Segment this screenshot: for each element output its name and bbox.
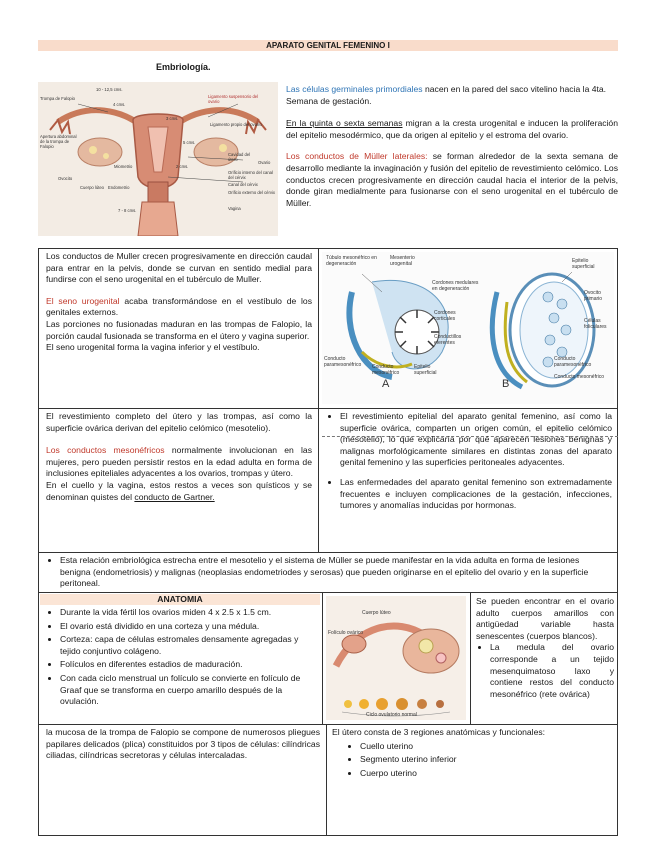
figure-label: 3 cms.	[166, 116, 179, 121]
paragraph: la mucosa de la trompa de Falopio se compone de numerosos pliegues papilares delicados (plica) constituidos por 3 tipos de células: cilíndricas ciliadas, cilíndricas secretoras y células intercaladas.	[46, 727, 320, 761]
figure-label: Conducto paramesonéfrico	[554, 356, 592, 368]
paragraph: El útero consta de 3 regiones anatómicas y funcionales:	[332, 727, 546, 737]
bullet-item: • El revestimiento epitelial del aparato genital femenino, así como la superficie ovárica, comparten un origen común, el epitelio celómico (mesotelio), lo que explicaría por qué aparecen lesiones benignas y malignas morfológicamente similares en distintas zonas del aparato genital femenino y las superficies peritoneales adyacentes.	[340, 411, 612, 469]
ovary-illustration	[322, 252, 614, 404]
figure-label: 5 cms.	[183, 140, 196, 145]
paragraph: En el cuello y la vagina, estos restos a veces son quísticos y se denominan quistes del conducto de Gartner.	[46, 479, 312, 502]
figure-label: Túbulo mesonéfrico en degeneración	[326, 255, 377, 267]
figure-label: Conducto mesonéfrico	[372, 364, 400, 376]
table-divider	[38, 552, 618, 553]
anatomia-item: • Durante la vida fértil los ovarios miden 4 x 2.5 x 1.5 cm.	[60, 607, 318, 619]
figure-label: Epitelio superficial	[414, 364, 437, 376]
bullet-item: • Las enfermedades del aparato genital femenino son extremadamente frecuentes e incluyen complicaciones de la gestación, infecciones, tumores y anomalías inducidas por hormonas.	[340, 477, 612, 512]
figure-label: Cuerpo lúteo	[362, 610, 391, 616]
intro-paragraph: En la quinta o sexta semanas migran a la cresta urogenital e inducen la proliferación del epitelio mesodérmico, que da origen al epitelio y el estroma del ovario.	[286, 118, 618, 140]
anatomia-item: • Folículos en diferentes estadios de maduración.	[60, 659, 318, 671]
figure-label: Ciclo ovulatorio normal	[366, 712, 417, 718]
figure-label: 10 - 12,5 cms.	[96, 87, 123, 92]
anatomia-item: • Corteza: capa de células estromales densamente agregadas y tejido conjuntivo colágeno.	[60, 634, 318, 657]
section-subtitle: Embriología.	[156, 62, 211, 72]
figure-label: Cordones corticales	[434, 310, 456, 322]
uterus-region-item: • Cuerpo uterino	[360, 768, 612, 780]
ovulatory-illustration	[326, 596, 466, 720]
ovary-development-figure	[322, 252, 614, 404]
figure-label: Conductillos eferentes	[434, 334, 462, 346]
figure-label: Cavidad del útero	[228, 152, 251, 162]
table-divider	[322, 592, 323, 724]
row2-right-cell	[326, 411, 612, 512]
paragraph: El seno urogenital acaba transformándose en el vestíbulo de los genitales externos.	[46, 295, 313, 318]
figure-panel-letter: A	[382, 378, 390, 390]
paragraph: Los conductos mesonéfricos normalmente involucionan en las mujeres, pero pueden persistir restos en la edad adulta en forma de inclusiones epiteliales adyacentes a los ovarios, trompas y útero.	[46, 445, 312, 479]
row1-left-cell	[46, 251, 312, 354]
figure-label: 7 - 8 cms.	[118, 208, 137, 213]
anatomia-list-cell	[46, 607, 318, 708]
figure-label: Orificio interno del canal del cérvix	[228, 170, 273, 180]
row5-left-cell	[46, 727, 320, 762]
figure-label: Células foliculares	[584, 318, 607, 330]
table-divider	[38, 408, 618, 409]
uterus-region-item: • Cuello uterino	[360, 741, 612, 753]
figure-label: Miometrio	[114, 164, 133, 169]
bullet-item: • Esta relación embriológica estrecha entre el mesotelio y el sistema de Müller se puede manifestar en la vida adulta en forma de lesiones benigna (endometriosis) y malignas (neoplasias endometriodes y serosas) que pueden originarse en el epitelio del ovario y en la superficie peritoneal.	[60, 555, 612, 590]
row5-right-cell	[332, 727, 612, 779]
bullet-item: • La medula del ovario corresponde a un tejido mesenquimatoso laxo y contiene restos del conducto mesonéfrico (rete ovárica)	[490, 642, 614, 700]
anatomia-item: • Con cada ciclo menstrual un folículo se convierte en folículo de Graaf que se transforma en cuerpo amarillo después de la ovulación.	[60, 673, 318, 708]
figure-label: Conducto mesonéfrico	[554, 374, 605, 380]
page-title: APARATO GENITAL FEMENINO I	[38, 40, 618, 51]
figure-label: Ovario	[258, 160, 271, 165]
table-divider	[38, 592, 618, 593]
figure-label: Canal del cérvix	[228, 182, 258, 187]
figure-label: Ovocito primario	[584, 290, 603, 302]
anatomia-heading: ANATOMIA	[40, 594, 320, 605]
figure-label: Mesenterio urogenital	[390, 255, 415, 267]
uterus-anatomy-figure	[38, 82, 278, 236]
figure-label: Ovocito	[58, 176, 73, 181]
figure-label: 4 cms.	[113, 102, 126, 107]
paragraph: Las porciones no fusionadas maduran en las trompas de Falopio, la porción caudal fusionada se transforma en el útero y vagina superior.	[46, 318, 312, 341]
row3-cell	[46, 555, 612, 590]
table-divider	[470, 592, 471, 724]
figure-label: 2 cms.	[176, 164, 189, 169]
figure-label: Cordones medulares en degeneración	[432, 280, 479, 292]
figure-label: Vagina	[228, 206, 241, 211]
figure-label: Endometrio	[108, 185, 130, 190]
paragraph: Se pueden encontrar en el ovario adulto cuerpos amarillos con antigüedad variable hasta senescentes (cuerpos blancos).	[476, 596, 614, 641]
table-divider	[318, 248, 319, 552]
intro-text	[286, 84, 618, 209]
figure-label: Trompa de Falopio	[40, 96, 75, 101]
anatomia-item: • El ovario está dividido en una corteza y una médula.	[60, 621, 318, 633]
row2-left-cell	[46, 411, 312, 503]
intro-paragraph: Las células germinales primordiales nacen en la pared del saco vitelino hacia la 4ta. Semana de gestación.	[286, 84, 607, 106]
ovulatory-cycle-figure	[326, 596, 466, 720]
anatomia-right-cell	[476, 596, 614, 700]
table-divider	[38, 724, 618, 725]
figure-label: Apertura abdominal de la trompa de Falopio	[40, 134, 77, 149]
table-divider	[326, 724, 327, 836]
figure-panel-letter: B	[502, 378, 510, 390]
figure-label: Cuerpo lúteo	[80, 185, 104, 190]
anatomia-list	[46, 607, 318, 708]
figure-label: Ligamento propio del ovario	[210, 122, 262, 127]
figure-label: Folículo ovárico	[328, 630, 364, 636]
figure-label: Ligamento suspensorio del ovario	[208, 94, 259, 104]
uterus-region-item: • Segmento uterino inferior	[360, 754, 612, 766]
paragraph: El revestimiento completo del útero y las trompas, así como la superficie ovárica derivan del epitelio celómico (mesotelio).	[46, 411, 312, 433]
paragraph: Los conductos de Muller crecen progresivamente en dirección caudal para entrar en la pelvis, donde se curvan en sentido medial para fundirse con el seno urogenital en el tubérculo de Muller.	[46, 251, 312, 285]
figure-label: Epitelio superficial	[572, 258, 595, 270]
figure-label: Orificio externo del cérvix	[228, 190, 276, 195]
figure-label: Conducto paramesonéfrico	[324, 356, 362, 368]
intro-paragraph: Los conductos de Müller laterales: se forman alrededor de la sexta semana de desarrollo mediante la invaginación y fusión del epitelio de revestimiento celómico. Los conductos crecen progresivamente en dirección caudal hacia el interior de la pelvis, donde giran medialmente para fusionarse con el seno urogenital en el tubérculo de Müller.	[286, 151, 618, 208]
uterus-regions-list	[332, 741, 612, 780]
paragraph: El seno urogenital forma la vagina inferior y el vestíbulo.	[46, 342, 260, 353]
